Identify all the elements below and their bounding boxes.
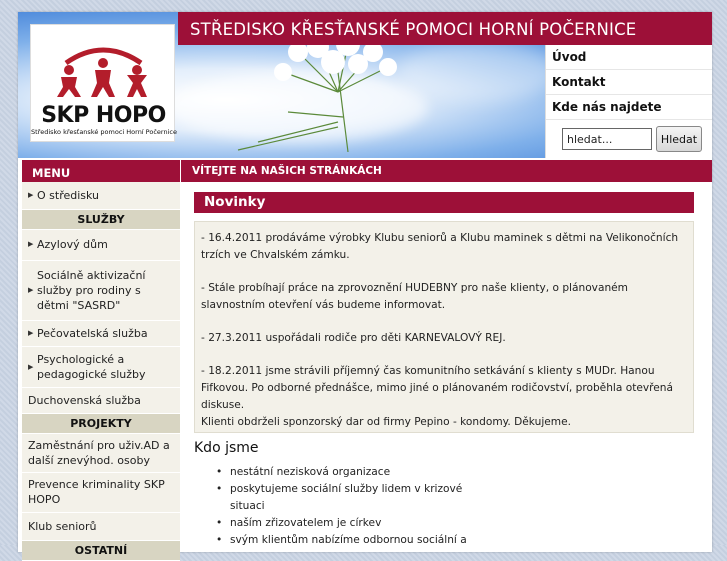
sidebar-item-psychologicke-sluzby[interactable]: [22, 347, 180, 388]
news-item: - 16.4.2011 prodáváme výrobky Klubu seniorů a Klubu maminek s dětmi na Velikonočních trzích ve Chvalském zámku.: [201, 232, 679, 261]
news-item: - Stále probíhají práce na zprovoznění HUDEBNY pro naše klienty, o plánovaném slavnostním otevření vás budeme informovat.: [201, 282, 628, 311]
sidebar-item-label: Psychologické a pedagogické služby: [37, 353, 146, 381]
arrow-right-icon: ▶: [28, 329, 34, 337]
nav-uvod-link[interactable]: Úvod: [546, 45, 712, 70]
search-input[interactable]: [562, 128, 652, 150]
news-heading: Novinky: [194, 192, 694, 213]
search-button[interactable]: Hledat: [656, 126, 702, 152]
arrow-right-icon: ▶: [28, 240, 34, 248]
kdo-jsme-list: [216, 464, 476, 549]
sidebar-item-duchovenska-sluzba[interactable]: [22, 388, 180, 414]
sidebar-item-zamestnani[interactable]: [22, 434, 180, 473]
arrow-right-icon: ▶: [28, 191, 34, 199]
welcome-bar: VÍTEJTE NA NAŠICH STRÁNKÁCH: [181, 158, 712, 182]
list-item: • svým klientům nabízíme odbornou sociální a: [216, 532, 476, 549]
sidebar-item-prevence-kriminality[interactable]: [22, 473, 180, 513]
list-item: • nestátní nezisková organizace: [216, 464, 476, 481]
sidebar-item-label: Azylový dům: [37, 238, 108, 251]
sidebar-item-label: O středisku: [37, 189, 100, 202]
sidebar-item-azylovy-dum[interactable]: [22, 230, 180, 261]
arrow-right-icon: ▶: [28, 286, 34, 294]
sidebar-item-o-stredisku[interactable]: [22, 182, 180, 210]
kdo-jsme-heading: Kdo jsme: [194, 440, 259, 456]
site-title: STŘEDISKO KŘESŤANSKÉ POMOCI HORNÍ POČERNICE: [190, 20, 637, 39]
list-item: • naším zřizovatelem je církev: [216, 515, 476, 532]
sidebar-item-pecovatelska-sluzba[interactable]: [22, 321, 180, 347]
page-container: [18, 12, 712, 557]
sidebar-item-label: Duchovenská služba: [28, 394, 141, 407]
nav-kde-nas-najdete-link[interactable]: Kde nás najdete: [546, 95, 712, 120]
sidebar-menu: [22, 158, 180, 561]
sidebar-item-label: Zaměstnání pro uživ.AD a další znevýhod. osoby: [28, 439, 170, 467]
sidebar-item-label: Pečovatelská služba: [37, 327, 148, 340]
top-navigation: [545, 45, 712, 158]
arrow-right-icon: ▶: [28, 362, 34, 371]
logo-text: SKP HOPO: [41, 103, 166, 128]
logo-figures-icon: [31, 25, 176, 105]
sidebar-item-sasrd[interactable]: [22, 261, 180, 321]
sidebar-section-sluzby: SLUŽBY: [22, 210, 180, 230]
news-item: - 27.3.2011 uspořádali rodiče pro děti KARNEVALOVÝ REJ.: [201, 332, 506, 344]
sidebar-item-label: Klub seniorů: [28, 520, 97, 533]
nav-kontakt-link[interactable]: Kontakt: [546, 70, 712, 95]
logo[interactable]: [30, 24, 175, 142]
flower-image: [198, 32, 458, 152]
logo-subtitle: Středisko křesťanské pomoci Horní Počernice: [31, 128, 177, 136]
sidebar-item-label: Sociálně aktivizační služby pro rodiny s dětmi "SASRD": [37, 269, 146, 312]
sidebar-section-projekty: PROJEKTY: [22, 414, 180, 434]
news-box: [194, 221, 694, 433]
list-item: • poskytujeme sociální služby lidem v krizové situaci: [216, 481, 476, 515]
sidebar-item-label: Prevence kriminality SKP HOPO: [28, 478, 165, 506]
sidebar-item-klub-senioru[interactable]: [22, 513, 180, 541]
news-item: Klienti obdrželi sponzorský dar od firmy Pepino - kondomy. Děkujeme.: [201, 416, 571, 428]
menu-title: MENU: [22, 158, 180, 182]
news-item: - 18.2.2011 jsme strávili příjemný čas komunitního setkávání s klienty s MUDr. Hanou Fifkovou. Po odborné přednášce, mimo jiné o plánovaném rodičovství, proběhla otevřená diskuse.: [201, 365, 673, 411]
site-header: [18, 12, 712, 158]
sidebar-section-ostatni: OSTATNÍ: [22, 541, 180, 561]
